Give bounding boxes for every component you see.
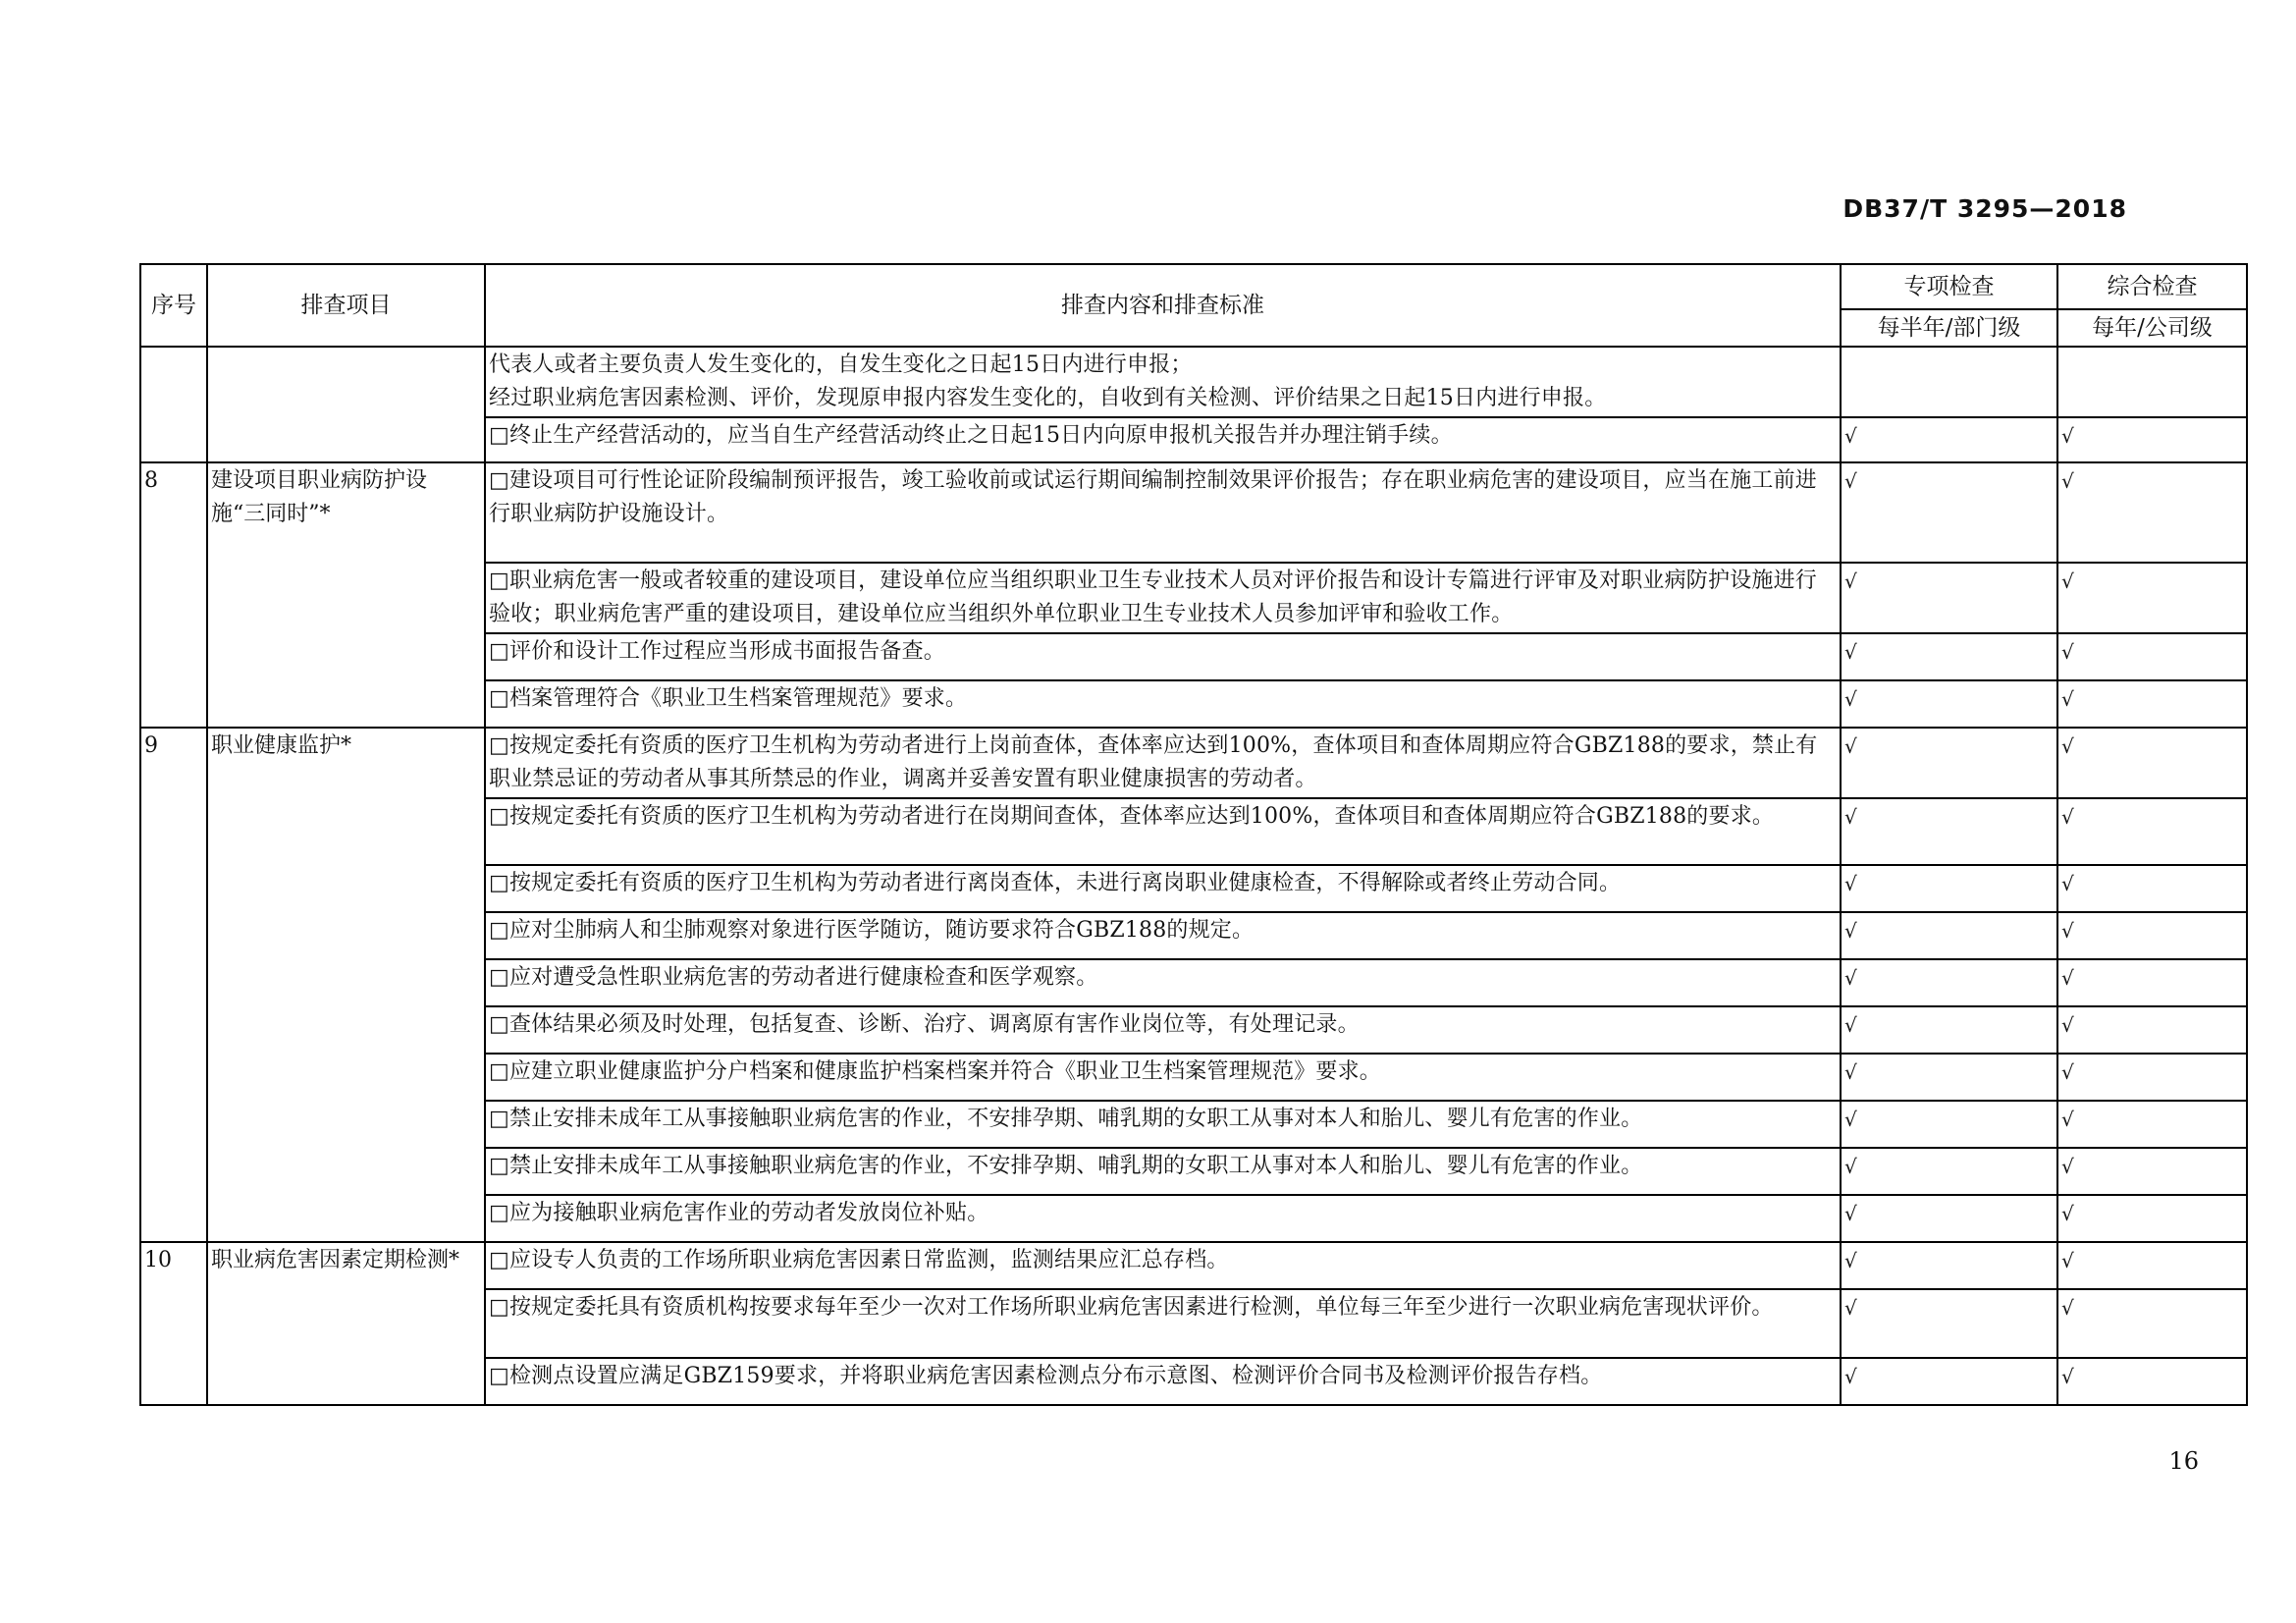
comprehensive-check-cell: √ xyxy=(2057,865,2247,912)
content-cell: □应对遭受急性职业病危害的劳动者进行健康检查和医学观察。 xyxy=(485,959,1841,1006)
content-cell: □应设专人负责的工作场所职业病危害因素日常监测，监测结果应汇总存档。 xyxy=(485,1242,1841,1289)
content-cell: □应建立职业健康监护分户档案和健康监护档案档案并符合《职业卫生档案管理规范》要求。 xyxy=(485,1054,1841,1101)
comprehensive-check-cell: √ xyxy=(2057,798,2247,865)
comprehensive-check-cell: √ xyxy=(2057,1148,2247,1195)
table-body xyxy=(140,347,2247,1405)
page-number: 16 xyxy=(2168,1447,2199,1475)
content-cell: □职业病危害一般或者较重的建设项目，建设单位应当组织职业卫生专业技术人员对评价报告和设计专篇进行评审及对职业病防护设施进行验收；职业病危害严重的建设项目，建设单位应当组织外单位职业卫生专业技术人员参加评审和验收工作。 xyxy=(485,563,1841,633)
content-cell: □终止生产经营活动的，应当自生产经营活动终止之日起15日内向原申报机关报告并办理注销手续。 xyxy=(485,417,1841,462)
comprehensive-check-cell: √ xyxy=(2057,680,2247,728)
content-cell: □检测点设置应满足GBZ159要求，并将职业病危害因素检测点分布示意图、检测评价合同书及检测评价报告存档。 xyxy=(485,1358,1841,1405)
content-cell: □查体结果必须及时处理，包括复查、诊断、治疗、调离原有害作业岗位等，有处理记录。 xyxy=(485,1006,1841,1054)
special-check-cell: √ xyxy=(1841,462,2057,563)
item-cell: 职业病危害因素定期检测* xyxy=(207,1242,485,1405)
comprehensive-check-cell: √ xyxy=(2057,1054,2247,1101)
content-cell: □建设项目可行性论证阶段编制预评报告，竣工验收前或试运行期间编制控制效果评价报告；存在职业病危害的建设项目，应当在施工前进行职业病防护设施设计。 xyxy=(485,462,1841,563)
comprehensive-check-cell: √ xyxy=(2057,912,2247,959)
content-cell: 代表人或者主要负责人发生变化的，自发生变化之日起15日内进行申报； 经过职业病危害因素检测、评价，发现原申报内容发生变化的，自收到有关检测、评价结果之日起15日内进行申报。 xyxy=(485,347,1841,417)
comprehensive-check-cell: √ xyxy=(2057,633,2247,680)
comprehensive-check-cell xyxy=(2057,347,2247,417)
special-check-cell: √ xyxy=(1841,680,2057,728)
special-check-cell: √ xyxy=(1841,633,2057,680)
special-check-cell: √ xyxy=(1841,1195,2057,1242)
table-row xyxy=(140,728,2247,798)
content-cell: □应对尘肺病人和尘肺观察对象进行医学随访，随访要求符合GBZ188的规定。 xyxy=(485,912,1841,959)
comprehensive-check-cell: √ xyxy=(2057,563,2247,633)
header-special-frequency: 每半年/部门级 xyxy=(1841,309,2057,347)
content-cell: □按规定委托有资质的医疗卫生机构为劳动者进行在岗期间查体，查体率应达到100%，查体项目和查体周期应符合GBZ188的要求。 xyxy=(485,798,1841,865)
comprehensive-check-cell: √ xyxy=(2057,462,2247,563)
seq-cell: 10 xyxy=(140,1242,207,1405)
seq-cell xyxy=(140,347,207,462)
comprehensive-check-cell: √ xyxy=(2057,959,2247,1006)
inspection-table xyxy=(139,263,2248,1406)
special-check-cell: √ xyxy=(1841,417,2057,462)
special-check-cell: √ xyxy=(1841,912,2057,959)
content-cell: □按规定委托有资质的医疗卫生机构为劳动者进行离岗查体，未进行离岗职业健康检查，不得解除或者终止劳动合同。 xyxy=(485,865,1841,912)
content-cell: □按规定委托具有资质机构按要求每年至少一次对工作场所职业病危害因素进行检测，单位每三年至少进行一次职业病危害现状评价。 xyxy=(485,1289,1841,1358)
special-check-cell: √ xyxy=(1841,1148,2057,1195)
comprehensive-check-cell: √ xyxy=(2057,1358,2247,1405)
special-check-cell: √ xyxy=(1841,959,2057,1006)
comprehensive-check-cell: √ xyxy=(2057,417,2247,462)
header-comprehensive-frequency: 每年/公司级 xyxy=(2057,309,2247,347)
special-check-cell: √ xyxy=(1841,1242,2057,1289)
header-comprehensive-check: 综合检查 xyxy=(2057,264,2247,309)
special-check-cell: √ xyxy=(1841,1054,2057,1101)
item-cell xyxy=(207,347,485,462)
special-check-cell: √ xyxy=(1841,798,2057,865)
special-check-cell: √ xyxy=(1841,1006,2057,1054)
special-check-cell: √ xyxy=(1841,1101,2057,1148)
special-check-cell: √ xyxy=(1841,728,2057,798)
content-cell: □档案管理符合《职业卫生档案管理规范》要求。 xyxy=(485,680,1841,728)
comprehensive-check-cell: √ xyxy=(2057,1242,2247,1289)
header-special-check: 专项检查 xyxy=(1841,264,2057,309)
seq-cell: 8 xyxy=(140,462,207,728)
special-check-cell: √ xyxy=(1841,865,2057,912)
item-cell: 职业健康监护* xyxy=(207,728,485,1242)
content-cell: □禁止安排未成年工从事接触职业病危害的作业，不安排孕期、哺乳期的女职工从事对本人和胎儿、婴儿有危害的作业。 xyxy=(485,1101,1841,1148)
special-check-cell xyxy=(1841,347,2057,417)
content-cell: □禁止安排未成年工从事接触职业病危害的作业，不安排孕期、哺乳期的女职工从事对本人和胎儿、婴儿有危害的作业。 xyxy=(485,1148,1841,1195)
table-row xyxy=(140,1242,2247,1289)
comprehensive-check-cell: √ xyxy=(2057,1289,2247,1358)
seq-cell: 9 xyxy=(140,728,207,1242)
table-row xyxy=(140,347,2247,417)
item-cell: 建设项目职业病防护设施“三同时”* xyxy=(207,462,485,728)
comprehensive-check-cell: √ xyxy=(2057,1006,2247,1054)
content-cell: □按规定委托有资质的医疗卫生机构为劳动者进行上岗前查体，查体率应达到100%，查体项目和查体周期应符合GBZ188的要求，禁止有职业禁忌证的劳动者从事其所禁忌的作业，调离并妥善安置有职业健康损害的劳动者。 xyxy=(485,728,1841,798)
standard-code: DB37/T 3295—2018 xyxy=(1842,194,2127,223)
header-content: 排查内容和排查标准 xyxy=(485,264,1841,347)
comprehensive-check-cell: √ xyxy=(2057,728,2247,798)
special-check-cell: √ xyxy=(1841,563,2057,633)
content-cell: □评价和设计工作过程应当形成书面报告备查。 xyxy=(485,633,1841,680)
table-row xyxy=(140,462,2247,563)
header-item: 排查项目 xyxy=(207,264,485,347)
comprehensive-check-cell: √ xyxy=(2057,1101,2247,1148)
comprehensive-check-cell: √ xyxy=(2057,1195,2247,1242)
content-cell: □应为接触职业病危害作业的劳动者发放岗位补贴。 xyxy=(485,1195,1841,1242)
special-check-cell: √ xyxy=(1841,1289,2057,1358)
special-check-cell: √ xyxy=(1841,1358,2057,1405)
header-seq: 序号 xyxy=(140,264,207,347)
